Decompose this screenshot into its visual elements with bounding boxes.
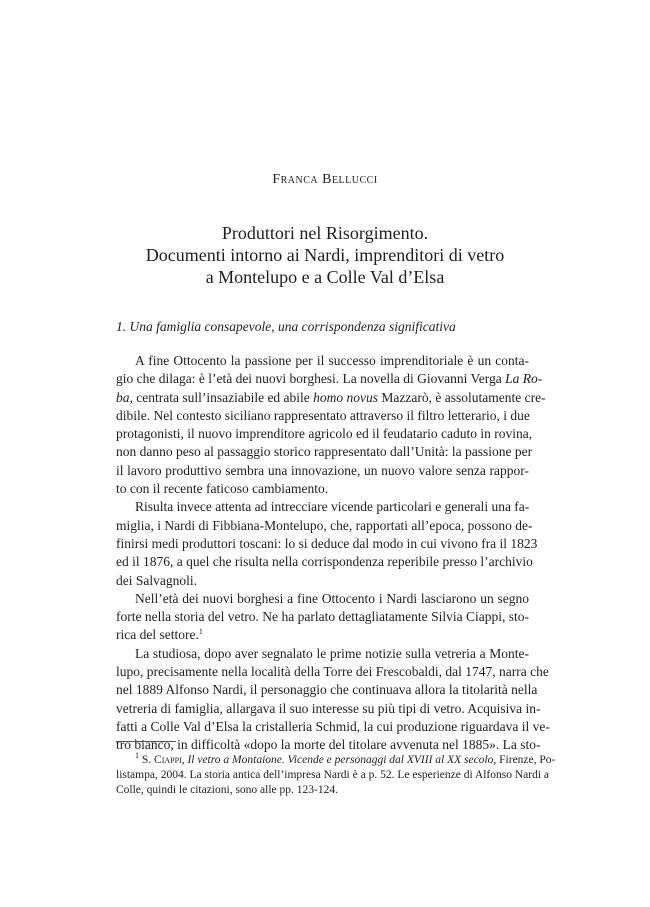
article-title [60, 222, 590, 288]
body-line: lupo, precisamente nella località della Torre dei Frescobaldi, dal 1747, narra che [116, 664, 549, 680]
body-line: dei Salvagnoli. [116, 572, 197, 588]
footnote-mark: 1 [135, 751, 139, 760]
body-line: rica del settore.$^1$ [116, 627, 203, 643]
title-line: Produttori nel Risorgimento. [221, 223, 429, 243]
body-line: miglia, i Nardi di Fibbiana-Montelupo, che, rapportati all’epoca, possono de- [116, 517, 533, 533]
footnote [116, 751, 556, 798]
body-line: A fine Ottocento la passione per il successo imprenditoriale è un conta- [135, 353, 529, 368]
body-line: fatti a Colle Val d’Elsa la cristalleria Schmid, la cui produzione riguardava il ve- [116, 718, 550, 734]
body-line: non danno peso al passaggio storico rappresentato dall’Unità: la passione per [116, 444, 533, 460]
footnote-line: $^1$ S. Ciappi, Il vetro a Montaione. Vicende e personaggi dal XVIII al XX secolo, Firenze, Po- [135, 751, 556, 766]
footnote-line: Colle, quindi le citazioni, sono alle pp. 123-124. [116, 784, 338, 796]
body-line: Risulta invece attenta ad intrecciare vicende particolari e generali una fa- [135, 499, 530, 515]
body-line: protagonisti, il nuovo imprenditore agricolo ed il feudatario caduto in rovina, [116, 426, 533, 442]
body-line: to con il recente faticoso cambiamento. [116, 481, 329, 497]
body-line: il lavoro produttivo sembra una innovazione, un nuovo valore senza rappor- [116, 462, 529, 478]
author-name: Franca Bellucci [272, 172, 378, 187]
body-line: gio che dilaga: è l’età dei nuovi borghesi. La novella di Giovanni Verga La Ro- [116, 371, 543, 387]
body-line: ed il 1876, a quel che risulta nella corrispondenza reperibile presso l’archivio [116, 554, 533, 570]
body-line: vetreria di famiglia, allargava il suo interesse su più tipi di vetro. Acquisiva in- [116, 700, 541, 716]
body-line: La studiosa, dopo aver segnalato le prime notizie sulla vetreria a Monte- [135, 645, 529, 661]
footnote-ref[interactable]: 1 [198, 627, 203, 637]
body-line: Nell’età dei nuovi borghesi a fine Ottocento i Nardi lasciarono un segno [135, 590, 529, 606]
footnote-separator [116, 741, 176, 742]
footnote-line: listampa, 2004. La storia antica dell’impresa Nardi è a p. 52. Le esperienze di Alfonso Nardi a [116, 769, 550, 781]
title-line: a Montelupo e a Colle Val d’Elsa [205, 267, 445, 287]
body-line: nel 1889 Alfonso Nardi, il personaggio che continuava allora la titolarità nella [116, 682, 538, 698]
body-line: tro bianco, in difficoltà «dopo la morte del titolare avvenuta nel 1885». La sto- [116, 737, 541, 753]
body-text [116, 352, 550, 755]
title-line: Documenti intorno ai Nardi, imprenditori di vetro [145, 245, 505, 265]
body-line: finirsi medi produttori toscani: lo si deduce dal modo in cui vivono fra il 1823 [116, 535, 538, 551]
body-line: forte nella storia del vetro. Ne ha parlato dettagliatamente Silvia Ciappi, sto- [116, 609, 529, 625]
body-line: ba, centrata sull’insaziabile ed abile homo novus Mazzarò, è assolutamente cre- [116, 389, 546, 405]
section-heading: 1. Una famiglia consapevole, una corrispondenza significativa [116, 319, 456, 334]
body-line: dibile. Nel contesto siciliano rappresentato attraverso il filtro letterario, i due [116, 407, 530, 423]
